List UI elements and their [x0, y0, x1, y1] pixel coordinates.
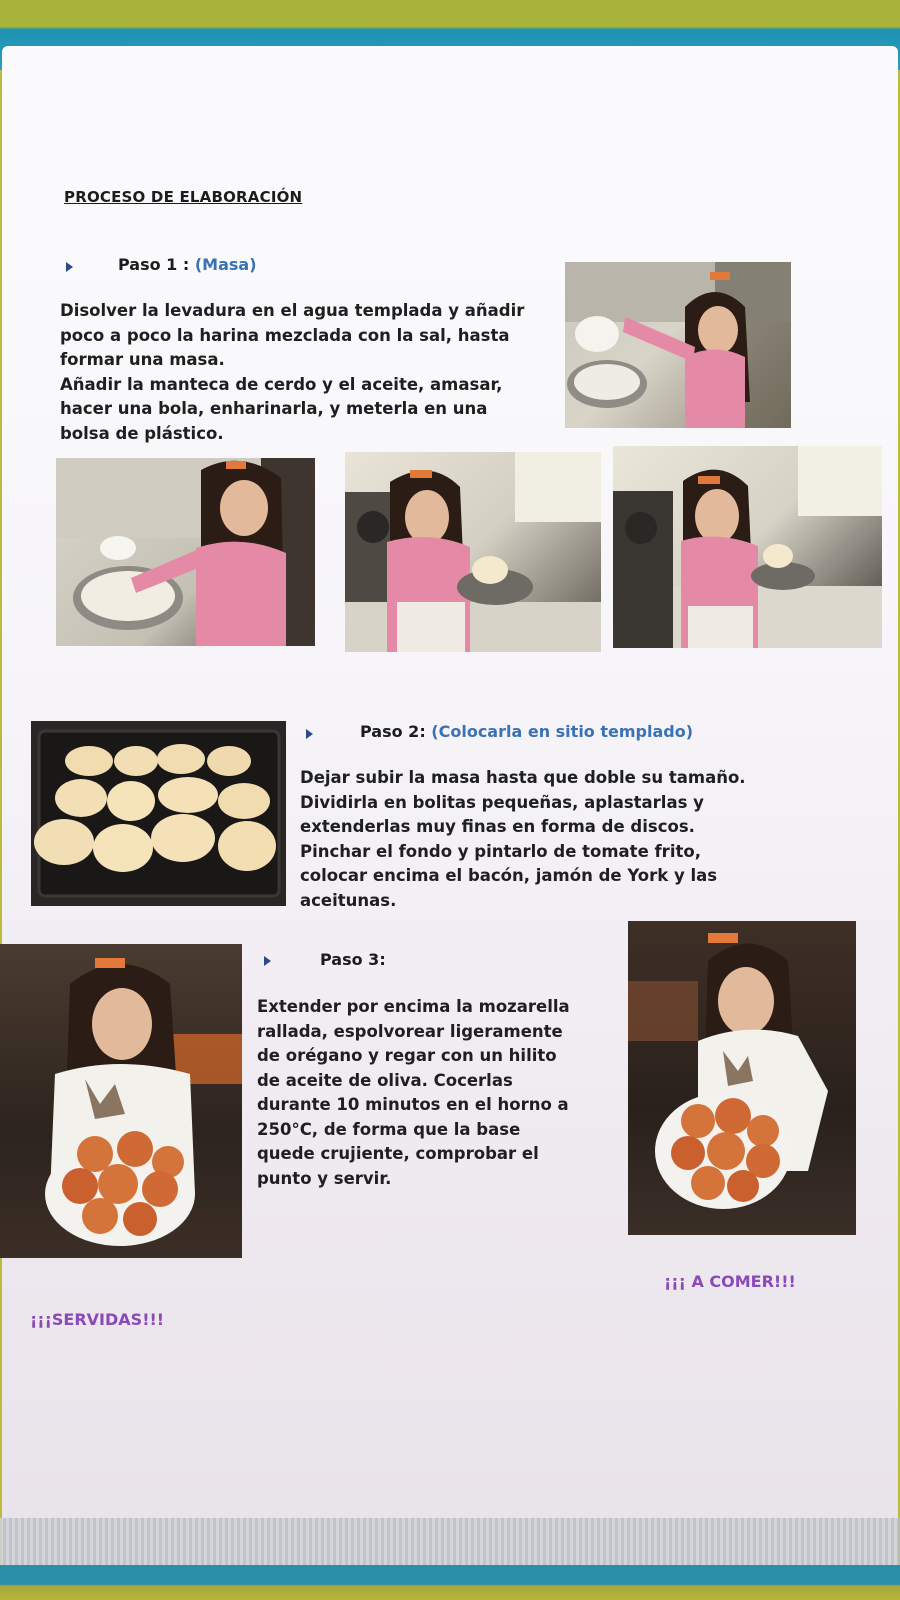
step1-line: poco a poco la harina mezclada con la sal, hasta	[60, 325, 510, 345]
step1-line: Disolver la levadura en el agua templada y añadir	[60, 301, 525, 320]
step3-line: rallada, espolvorear ligeramente	[257, 1021, 563, 1041]
closing-right-text: ¡¡¡ A COMER!!!	[664, 1272, 796, 1291]
step2-label: Paso 2:	[360, 722, 426, 741]
step3-line: durante 10 minutos en el horno a	[257, 1095, 569, 1114]
photo-dough-discs-tray	[31, 721, 286, 906]
photo-girl-holding-pizzas-left	[0, 944, 242, 1258]
binder-bottom-edge	[0, 1565, 900, 1600]
photo-girl-mixing-flour	[565, 262, 791, 428]
photo-girl-kneading-bowl	[56, 458, 315, 646]
step1-line: formar una masa.	[60, 350, 225, 369]
step1-subtitle: (Masa)	[194, 255, 257, 274]
step1-label: Paso 1 :	[118, 255, 190, 274]
plastic-sleeve-edge	[0, 1518, 900, 1566]
step2-line: Dejar subir la masa hasta que doble su tamaño.	[300, 768, 746, 787]
step3-label: Paso 3:	[320, 950, 386, 969]
step3-line: 250°C, de forma que la base	[257, 1119, 521, 1139]
closing-left-text: ¡¡¡SERVIDAS!!!	[30, 1310, 165, 1329]
step2-line: aceitunas.	[300, 890, 397, 910]
step2-title	[360, 722, 693, 741]
step3-text	[257, 995, 570, 1191]
step2-line: Pinchar el fondo y pintarlo de tomate frito,	[300, 841, 701, 861]
step3-title	[320, 950, 386, 969]
step2-bullet-icon	[306, 729, 313, 739]
step3-line: punto y servir.	[257, 1168, 392, 1188]
step2-subtitle: (Colocarla en sitio templado)	[431, 722, 694, 741]
step1-bullet-icon	[66, 262, 73, 272]
step2-text	[300, 766, 746, 913]
step1-text	[60, 299, 524, 446]
step3-bullet-icon	[264, 956, 271, 966]
step2-line: Dividirla en bolitas pequeñas, aplastarlas y	[300, 792, 704, 812]
step2-line: colocar encima el bacón, jamón de York y las	[300, 866, 718, 885]
step1-title	[118, 255, 257, 274]
step1-line: hacer una bola, enharinarla, y meterla en una	[60, 399, 488, 418]
photo-girl-tasting-pizza-right	[628, 921, 856, 1235]
step3-line: de aceite de oliva. Cocerlas	[257, 1070, 513, 1090]
step1-line: Añadir la manteca de cerdo y el aceite, amasar,	[60, 374, 503, 394]
photo-girl-kneading-dough	[345, 452, 601, 652]
step2-line: extenderlas muy finas en forma de discos.	[300, 817, 695, 836]
step1-line: bolsa de plástico.	[60, 423, 224, 443]
page-heading: PROCESO DE ELABORACIÓN	[64, 188, 303, 206]
step3-line: quede crujiente, comprobar el	[257, 1144, 539, 1163]
step3-line: de orégano y regar con un hilito	[257, 1046, 557, 1065]
photo-girl-shaping-ball	[613, 446, 882, 648]
step3-line: Extender por encima la mozarella	[257, 997, 570, 1016]
